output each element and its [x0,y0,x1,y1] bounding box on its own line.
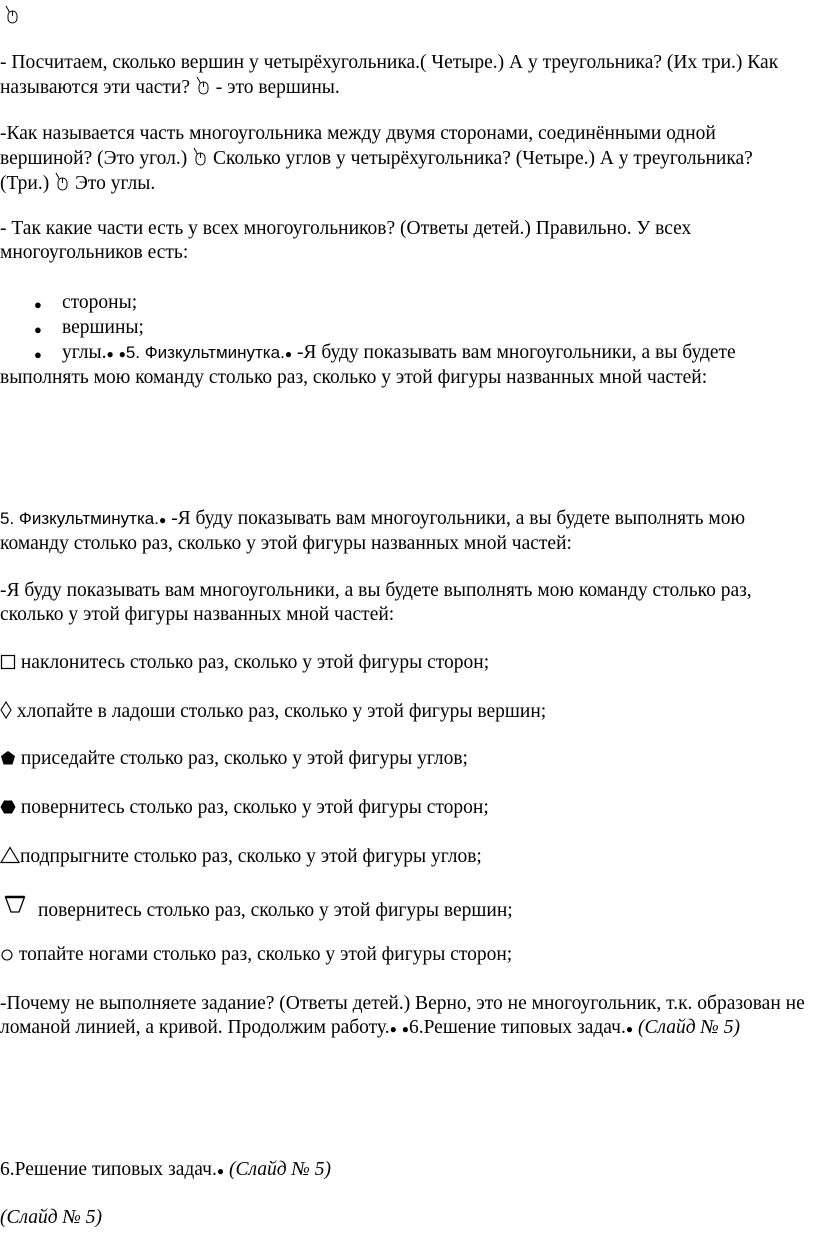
section-typical-tasks [0,1158,806,1183]
black-dot-icon: ● [389,1022,397,1036]
section-heading: 6.Решение типовых задач. [0,1159,217,1180]
slide-reference: (Слайд № 5) [633,1017,740,1038]
paragraph-text: Это углы. [70,173,156,194]
section-title: Физкультминутка. [144,343,285,362]
command-line [0,700,806,724]
command-line [0,943,806,967]
paragraph-vertices [0,51,806,100]
command-text: повернитесь столько раз, сколько у этой фигуры вершин; [38,900,513,921]
list-item: вершины; [62,317,144,338]
paragraph-text: -Я буду показывать вам многоугольники, а вы будете выполнять мою команду столько раз, сколько у этой фигуры названных мной частей: [0,342,736,388]
triangle-icon [0,846,20,864]
black-dot-icon: ● [106,347,114,361]
paragraph-text: -Я буду показывать вам многоугольники, а вы будете выполнять мою команду столько раз, сколько у этой фигуры названных мной частей: [0,580,752,625]
circle-icon [0,948,14,962]
command-line [0,747,806,771]
black-dot-icon: ● [401,1022,409,1036]
paragraph-text: -Я буду показывать вам многоугольники, а вы будете выполнять мою команду столько раз, сколько у этой фигуры названных мной частей: [0,508,746,554]
list-item-last [0,341,806,390]
paragraph-conclusion [0,992,806,1041]
mouse-icon [54,171,70,191]
paragraph-text: -Почему не выполняете задание? (Ответы детей.) Верно, это не многоугольник, т.к. образован не ломаной линией, а кривой. Продолжим работу. [0,993,805,1038]
slide-reference: (Слайд № 5) [0,1207,102,1228]
paragraph-text: Сколько углов у четырёхугольника? (Четыре.) А у треугольника? (Три.) [0,148,753,194]
section-number: 5. [125,343,145,362]
bullet-icon: ● [34,297,42,312]
command-line [0,845,806,869]
bullet-icon: ● [34,347,42,362]
trapezoid-icon [4,894,26,916]
diamond-icon [0,701,12,719]
list-item: углы. [62,342,107,363]
black-dot-icon: ● [284,347,293,361]
command-text: подпрыгните столько раз, сколько у этой фигуры углов; [20,846,482,867]
black-dot-icon: ● [625,1022,634,1036]
command-text: топайте ногами столько раз, сколько у этой фигуры сторон; [14,944,513,965]
paragraph-exercise [0,507,806,556]
paragraph-instruction [0,579,806,627]
command-text: хлопайте в ладоши столько раз, сколько у этой фигуры вершин; [12,701,547,722]
square-icon [0,654,16,670]
hexagon-icon [0,799,16,815]
mouse-icon-top [4,4,810,29]
mouse-icon [195,75,211,95]
mouse-icon [192,146,208,166]
command-line [0,651,806,675]
command-line [0,796,806,820]
paragraph-parts [0,217,806,265]
black-dot-icon: ● [158,513,167,527]
command-text: приседайте столько раз, сколько у этой фигуры углов; [16,748,468,769]
slide-reference-line [0,1206,806,1230]
section-number: 5. [0,509,19,528]
command-text: наклонитесь столько раз, сколько у этой фигуры сторон; [16,652,490,673]
paragraph-text-tail: - это вершины. [210,77,340,98]
black-dot-icon: ● [216,1164,225,1178]
bullet-icon: ● [34,322,42,337]
black-dot-icon: ● [118,347,126,361]
paragraph-text: - Посчитаем, сколько вершин у четырёхугольника.( Четыре.) А у треугольника? (Их три.) Как называются эти части? [0,52,779,98]
paragraph-text: - Так какие части есть у всех многоугольников? (Ответы детей.) Правильно. У всех многоугольников есть: [0,218,692,263]
mouse-icon [4,4,20,24]
slide-reference: (Слайд № 5) [224,1159,331,1180]
list-item: стороны; [62,292,138,313]
paragraph-text: -Как называется часть многоугольника между двумя сторонами, соединёнными одной вершиной? (Это угол.) [0,123,716,169]
section-heading: 6.Решение типовых задач. [408,1017,626,1038]
section-title: Физкультминутка. [18,509,159,528]
command-text: повернитесь столько раз, сколько у этой фигуры сторон; [16,797,489,818]
pentagon-icon [0,750,16,766]
paragraph-angles [0,122,806,196]
command-line [0,894,806,923]
